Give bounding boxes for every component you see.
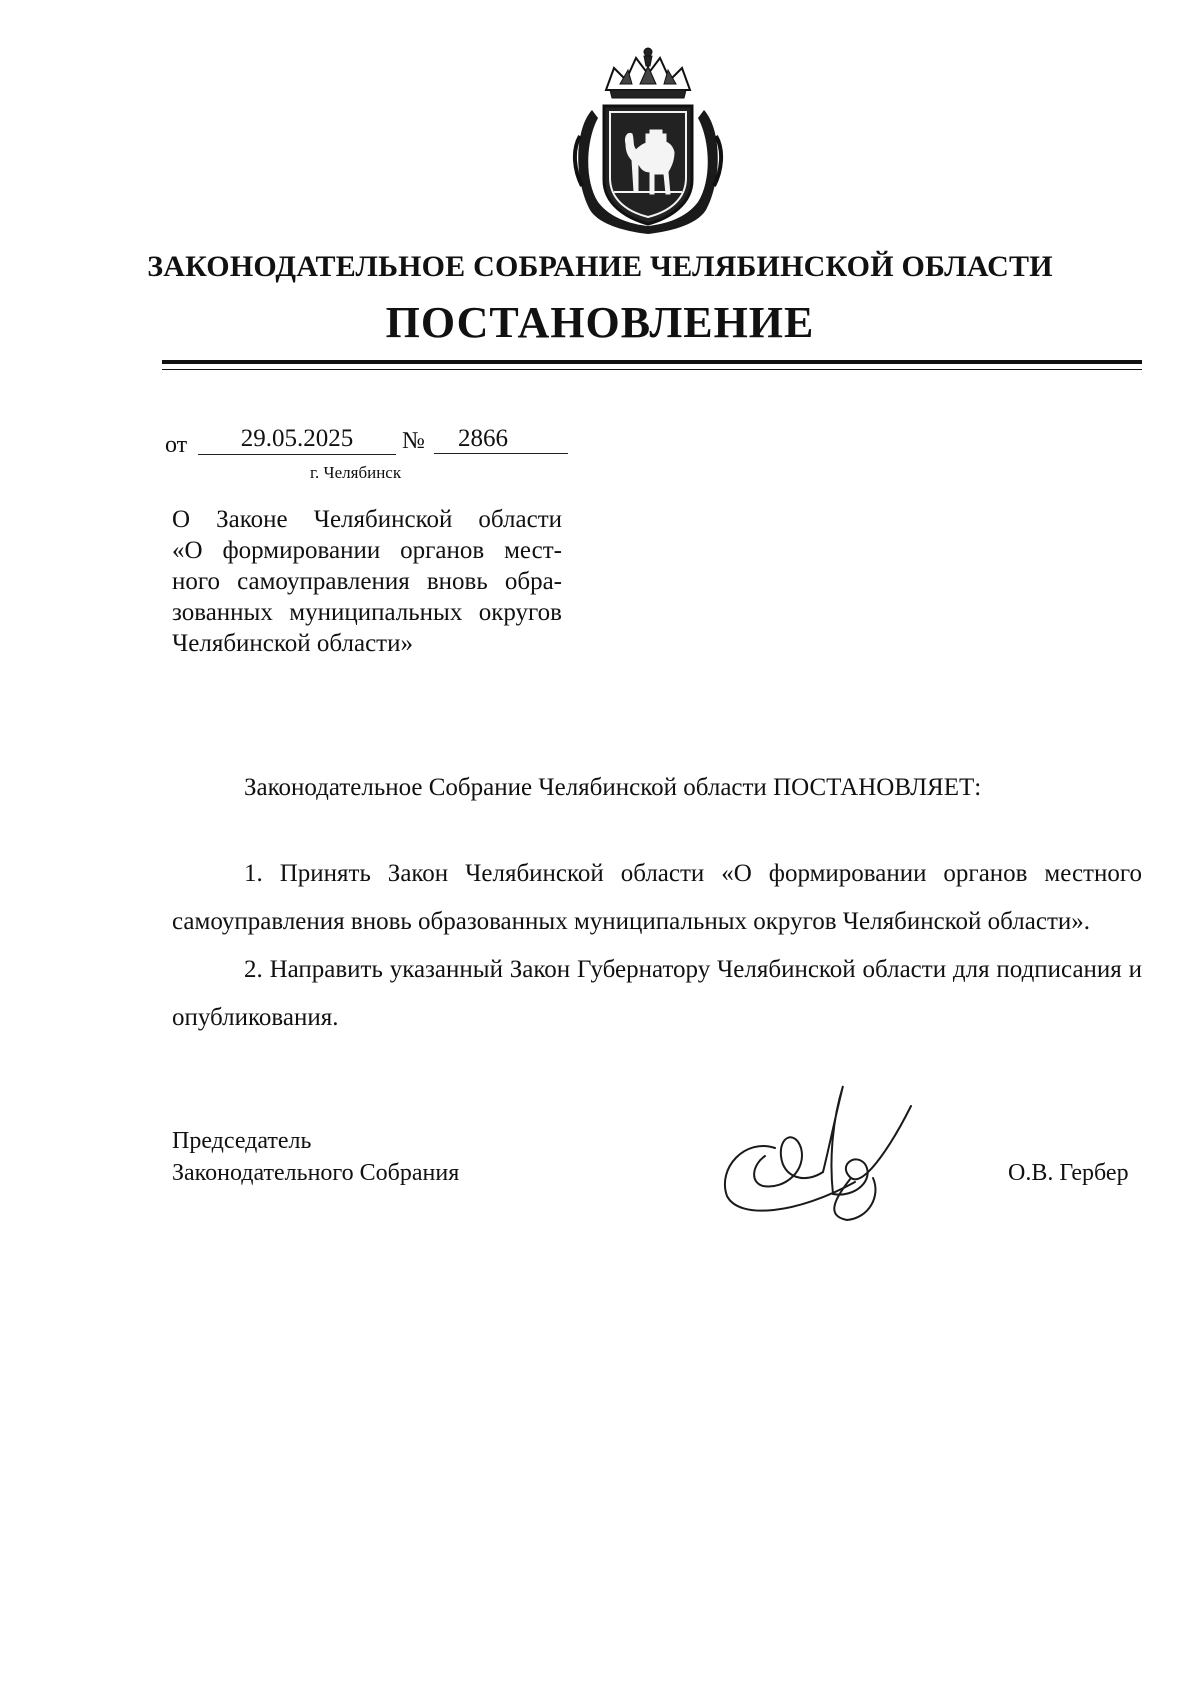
subject-line: Челябинской области» <box>172 630 413 657</box>
document-type-heading: ПОСТАНОВЛЕНИЕ <box>385 298 815 347</box>
signatory-name: О.В. Гербер <box>1008 1160 1129 1186</box>
header-rule-thin <box>162 369 1142 370</box>
document-date: 29.05.2025 <box>198 424 396 455</box>
signatory-role-line-1: Председатель <box>172 1128 312 1154</box>
subject-line: «О формировании органов мест- <box>172 537 562 564</box>
coat-of-arms-icon <box>570 40 726 236</box>
document-number: 2866 <box>434 424 568 454</box>
subject-line: ного самоуправления вновь обра- <box>172 568 562 595</box>
resolution-item-2: 2. Направить указанный Закон Губернатору Челябинской области для подписания и опубликования. <box>172 956 1142 1031</box>
city-label: г. Челябинск <box>310 463 402 482</box>
date-prefix: от <box>165 432 188 458</box>
subject-line: зованных муниципальных округов <box>172 599 562 626</box>
header-rule-thick <box>162 360 1142 364</box>
number-sign: № <box>402 428 425 454</box>
resolves-statement: Законодательное Собрание Челябинской области ПОСТАНОВЛЯЕТ: <box>244 774 982 801</box>
document-subject <box>172 504 562 659</box>
organization-title: ЗАКОНОДАТЕЛЬНОЕ СОБРАНИЕ ЧЕЛЯБИНСКОЙ ОБЛАСТИ <box>147 250 1053 283</box>
signatory-role <box>172 1125 459 1189</box>
resolution-item-1: 1. Принять Закон Челябинской области «О формировании органов местного самоуправления вновь образованных муниципальных округов Челябинской области». <box>172 860 1142 935</box>
signatory-role-line-2: Законодательного Собрания <box>172 1160 460 1186</box>
handwritten-signature-icon <box>705 1078 915 1223</box>
subject-line: О Законе Челябинской области <box>172 506 562 533</box>
